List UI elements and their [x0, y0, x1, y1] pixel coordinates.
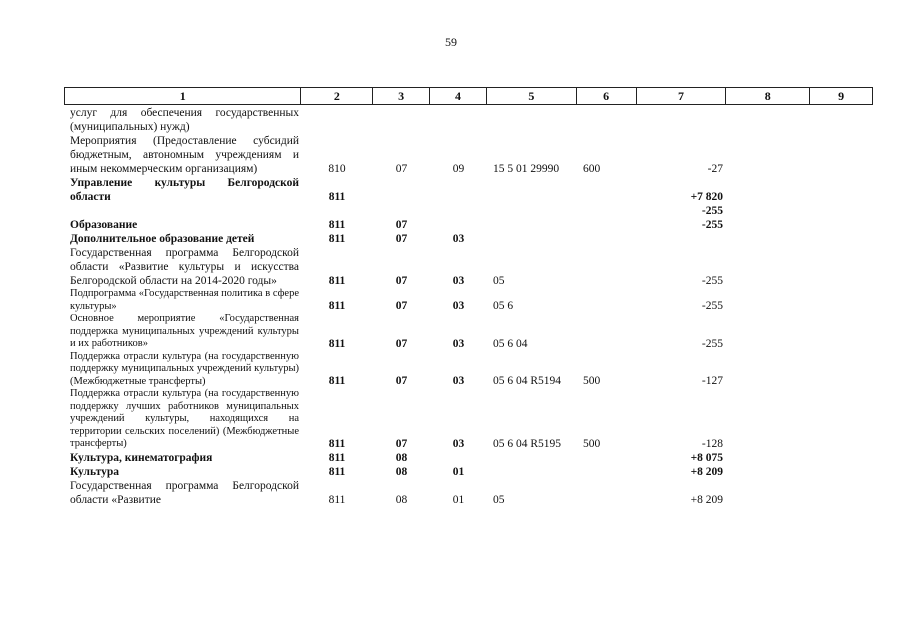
row-col-4: 03 [452, 337, 465, 350]
row-name: Государственная программа Белгородской области «Развитие [70, 479, 299, 506]
row-name: Мероприятия (Предоставление субсидий бюджетным, автономным учреждениям и иным некоммерческим организациям) [70, 135, 299, 175]
row-col-4: 01 [452, 493, 465, 506]
table-row [64, 313, 873, 351]
row-col-3: 07 [395, 375, 408, 387]
table-row [64, 388, 873, 451]
row-name: Дополнительное образование детей [70, 233, 255, 245]
row-name: Управление культуры Белгородской области [70, 177, 299, 203]
row-name: Поддержка отрасли культура (на государственную поддержку муниципальных учреждений культуры) (Межбюджетные трансферты) [70, 350, 299, 387]
row-col-4: 03 [452, 375, 465, 387]
row-name: Образование [70, 219, 138, 231]
header-col-3: 3 [373, 88, 430, 104]
table-row [64, 218, 873, 232]
row-name: Культура, кинематография [70, 451, 213, 464]
row-col-2: 811 [328, 337, 346, 350]
row-name: Подпрограмма «Государственная политика в сфере культуры» [70, 288, 299, 312]
header-col-1: 1 [65, 88, 301, 104]
row-col-4: 01 [452, 465, 465, 478]
table-row [64, 246, 873, 288]
row-col-3: 07 [395, 163, 408, 175]
table-row [64, 106, 873, 134]
row-col-2: 811 [328, 437, 346, 450]
table-row [64, 465, 873, 479]
row-col-4: 03 [452, 300, 465, 312]
row-col-2: 811 [328, 191, 346, 203]
row-col-5: 05 6 04 R5195 [493, 437, 562, 450]
row-col-2: 811 [328, 275, 346, 287]
row-col-3: 07 [395, 337, 408, 350]
row-col-7: +7 820 [690, 191, 723, 203]
header-col-9: 9 [838, 89, 845, 103]
row-col-4: 09 [452, 163, 465, 175]
row-col-3: 07 [395, 437, 408, 450]
row-col-7: -255 [701, 275, 723, 287]
row-col-2: 811 [328, 219, 346, 231]
row-col-2: 811 [328, 465, 346, 478]
row-col-5: 05 6 04 [493, 337, 528, 350]
row-name: услуг для обеспечения государственных (муниципальных) нужд) [70, 107, 299, 133]
row-col-5: 15 5 01 29990 [493, 163, 560, 175]
row-col-7: +8 209 [690, 493, 723, 506]
row-col-3: 07 [395, 219, 408, 231]
row-col-3: 07 [395, 300, 408, 312]
table-row [64, 479, 873, 507]
row-col-2: 811 [328, 493, 346, 506]
table-row [64, 134, 873, 176]
row-name: Основное мероприятие «Государственная поддержка муниципальных учреждений культуры и их работников» [70, 313, 299, 349]
table-row [64, 288, 873, 313]
row-col-7: +8 075 [690, 451, 723, 464]
row-col-5: 05 6 [493, 300, 514, 312]
row-col-3: 08 [395, 493, 408, 506]
table-body [64, 106, 873, 507]
row-col-4: 03 [452, 275, 465, 287]
header-col-4: 4 [430, 88, 487, 104]
row-col-7: -128 [701, 437, 723, 450]
header-col-7: 7 [637, 88, 727, 104]
row-col-3: 07 [395, 233, 408, 245]
row-col-2: 811 [328, 375, 346, 387]
row-col-2: 810 [328, 163, 346, 175]
row-col-5: 05 [493, 493, 505, 506]
table-header [64, 87, 873, 105]
table-row [64, 204, 873, 218]
row-name: Культура [70, 465, 120, 478]
row-col-7: -127 [701, 375, 723, 387]
row-col-2: 811 [328, 233, 346, 245]
row-col-7: -27 [707, 163, 723, 175]
row-col-3: 07 [395, 275, 408, 287]
table-row [64, 232, 873, 246]
row-col-6: 500 [583, 437, 601, 450]
row-col-3: 08 [395, 451, 408, 464]
row-col-6: 600 [583, 163, 601, 175]
row-col-4: 03 [452, 437, 465, 450]
row-col-7: -255 [701, 219, 723, 231]
row-col-2: 811 [328, 300, 346, 312]
row-col-5: 05 [493, 275, 505, 287]
row-col-5: 05 6 04 R5194 [493, 375, 562, 387]
row-col-7: -255 [701, 337, 723, 350]
row-col-4: 03 [452, 233, 465, 245]
page-number: 59 [445, 35, 457, 49]
row-name: Поддержка отрасли культура (на государственную поддержку лучших работников муниципальных учреждений культуры, находящихся на территории сельских поселений) (Межбюджетные трансферты) [70, 388, 299, 449]
row-col-7: +8 209 [690, 465, 723, 478]
row-col-2: 811 [328, 451, 346, 464]
row-col-7: -255 [701, 300, 723, 312]
header-col-6: 6 [577, 88, 637, 104]
header-col-5: 5 [487, 88, 577, 104]
header-col-2: 2 [301, 88, 373, 104]
row-col-3: 08 [395, 465, 408, 478]
table-row [64, 451, 873, 465]
row-col-7: -255 [701, 205, 723, 217]
row-col-6: 500 [583, 375, 601, 387]
row-name: Государственная программа Белгородской области «Развитие культуры и искусства Белгородской области на 2014-2020 годы» [70, 247, 299, 287]
header-col-8: 8 [726, 88, 810, 104]
table-row [64, 176, 873, 204]
table-row [64, 351, 873, 389]
